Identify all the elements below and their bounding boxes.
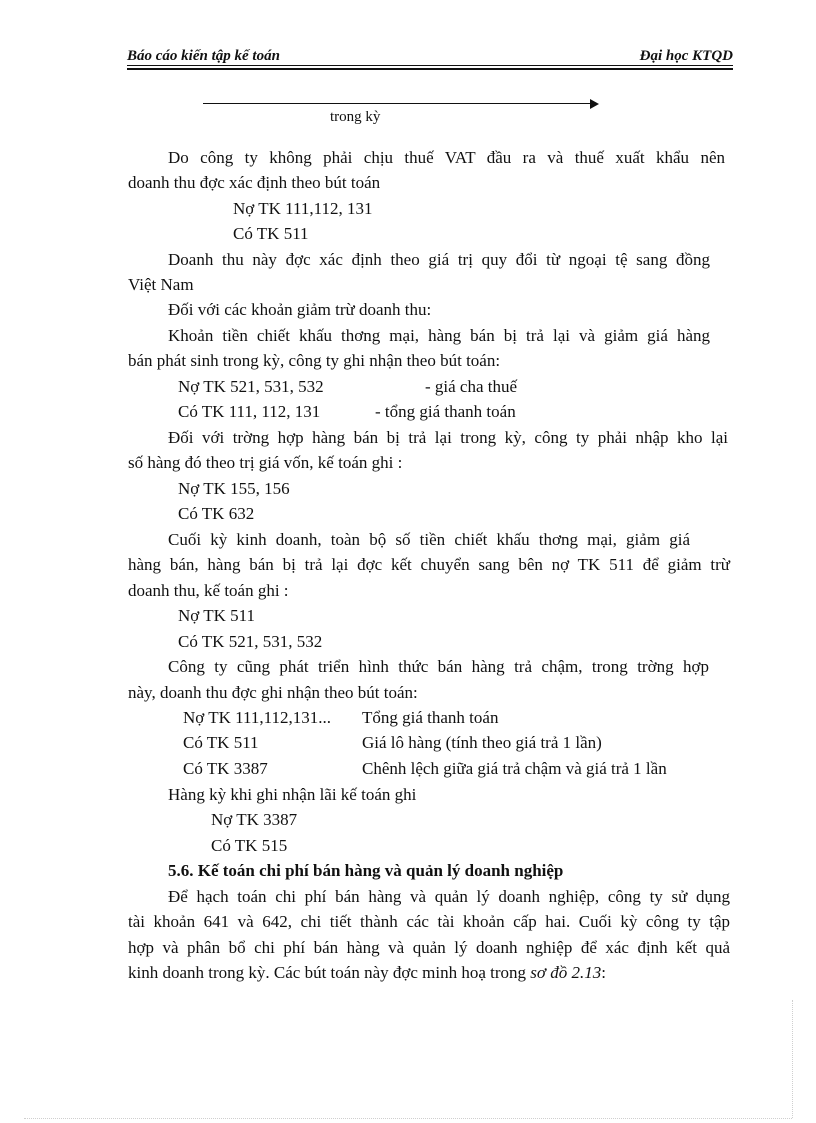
arrow-right-icon	[590, 99, 599, 109]
paragraph-line: doanh thu, kế toán ghi :	[128, 581, 289, 600]
header-rule-thick	[127, 68, 733, 70]
journal-debit: Nợ TK 3387	[211, 810, 298, 829]
diagram-caption: trong kỳ	[330, 109, 381, 125]
journal-credit: Có TK 521, 531, 532	[178, 632, 323, 651]
paragraph-line: Việt Nam	[128, 275, 194, 294]
header-right-title: Đại học KTQD	[639, 48, 733, 64]
paragraph-line	[128, 962, 606, 984]
page-header	[127, 48, 733, 66]
page-border-right	[792, 1000, 793, 1118]
paragraph-line: doanh thu đợc xác định theo bút toán	[128, 173, 381, 192]
journal-credit: Có TK 3387	[183, 759, 268, 778]
journal-note: Tổng giá thanh toán	[362, 708, 499, 727]
paragraph-line: Để hạch toán chi phí bán hàng và quản lý doanh nghiệp, công ty sử dụng	[168, 887, 730, 906]
paragraph-line: số hàng đó theo trị giá vốn, kế toán ghi :	[128, 453, 403, 472]
journal-credit: Có TK 111, 112, 131	[178, 402, 321, 421]
diagram-reference: sơ đồ 2.13	[530, 963, 602, 982]
diagram-arrow-line	[203, 103, 591, 104]
paragraph-line: Cuối kỳ kinh doanh, toàn bộ số tiền chiết khấu thơng mại, giảm giá	[168, 530, 690, 549]
journal-debit: Nợ TK 111,112, 131	[233, 199, 373, 218]
page-border-bottom	[24, 1118, 792, 1119]
paragraph-line: Công ty cũng phát triển hình thức bán hàng trả chậm, trong trờng hợp	[168, 657, 709, 676]
paragraph-line: Khoản tiền chiết khấu thơng mại, hàng bán bị trả lại và giảm giá hàng	[168, 326, 710, 345]
journal-credit: Có TK 515	[211, 836, 288, 855]
paragraph-line: Do công ty không phải chịu thuế VAT đầu ra và thuế xuất khẩu nên	[168, 148, 725, 167]
journal-note: - tổng giá thanh toán	[375, 402, 516, 421]
paragraph-line: hàng bán, hàng bán bị trả lại đợc kết chuyển sang bên nợ TK 511 để giảm trừ	[128, 555, 730, 574]
journal-credit: Có TK 511	[233, 224, 309, 243]
paragraph-line: Đối với các khoản giảm trừ doanh thu:	[168, 300, 432, 319]
paragraph-text: kinh doanh trong kỳ. Các bút toán này đợc minh hoạ trong	[128, 963, 531, 982]
journal-note: Chênh lệch giữa giá trả chậm và giá trả 1 lần	[362, 759, 667, 778]
paragraph-line: tài khoản 641 và 642, chi tiết thành các tài khoản cấp hai. Cuối kỳ công ty tập	[128, 912, 730, 931]
header-left-title: Báo cáo kiến tập kế toán	[127, 48, 280, 64]
paragraph-line: này, doanh thu đợc ghi nhận theo bút toán:	[128, 683, 418, 702]
paragraph-line: hợp và phân bổ chi phí bán hàng và quản lý doanh nghiệp để xác định kết quả	[128, 938, 730, 957]
journal-note: Giá lô hàng (tính theo giá trả 1 lần)	[362, 733, 602, 752]
paragraph-text: :	[601, 963, 606, 982]
journal-debit: Nợ TK 111,112,131...	[183, 708, 331, 727]
journal-debit: Nợ TK 511	[178, 606, 255, 625]
journal-debit: Nợ TK 521, 531, 532	[178, 377, 324, 396]
paragraph-line: Hàng kỳ khi ghi nhận lãi kế toán ghi	[168, 785, 417, 804]
paragraph-line: Doanh thu này đợc xác định theo giá trị quy đổi từ ngoại tệ sang đồng	[168, 250, 710, 269]
header-rule-thin	[127, 65, 733, 66]
section-heading: 5.6. Kế toán chi phí bán hàng và quản lý doanh nghiệp	[168, 861, 564, 880]
journal-credit: Có TK 632	[178, 504, 255, 523]
paragraph-line: Đối với trờng hợp hàng bán bị trả lại trong kỳ, công ty phải nhập kho lại	[168, 428, 728, 447]
journal-note: - giá cha thuế	[425, 377, 518, 396]
paragraph-line: bán phát sinh trong kỳ, công ty ghi nhận theo bút toán:	[128, 351, 501, 370]
journal-credit: Có TK 511	[183, 733, 259, 752]
journal-debit: Nợ TK 155, 156	[178, 479, 290, 498]
